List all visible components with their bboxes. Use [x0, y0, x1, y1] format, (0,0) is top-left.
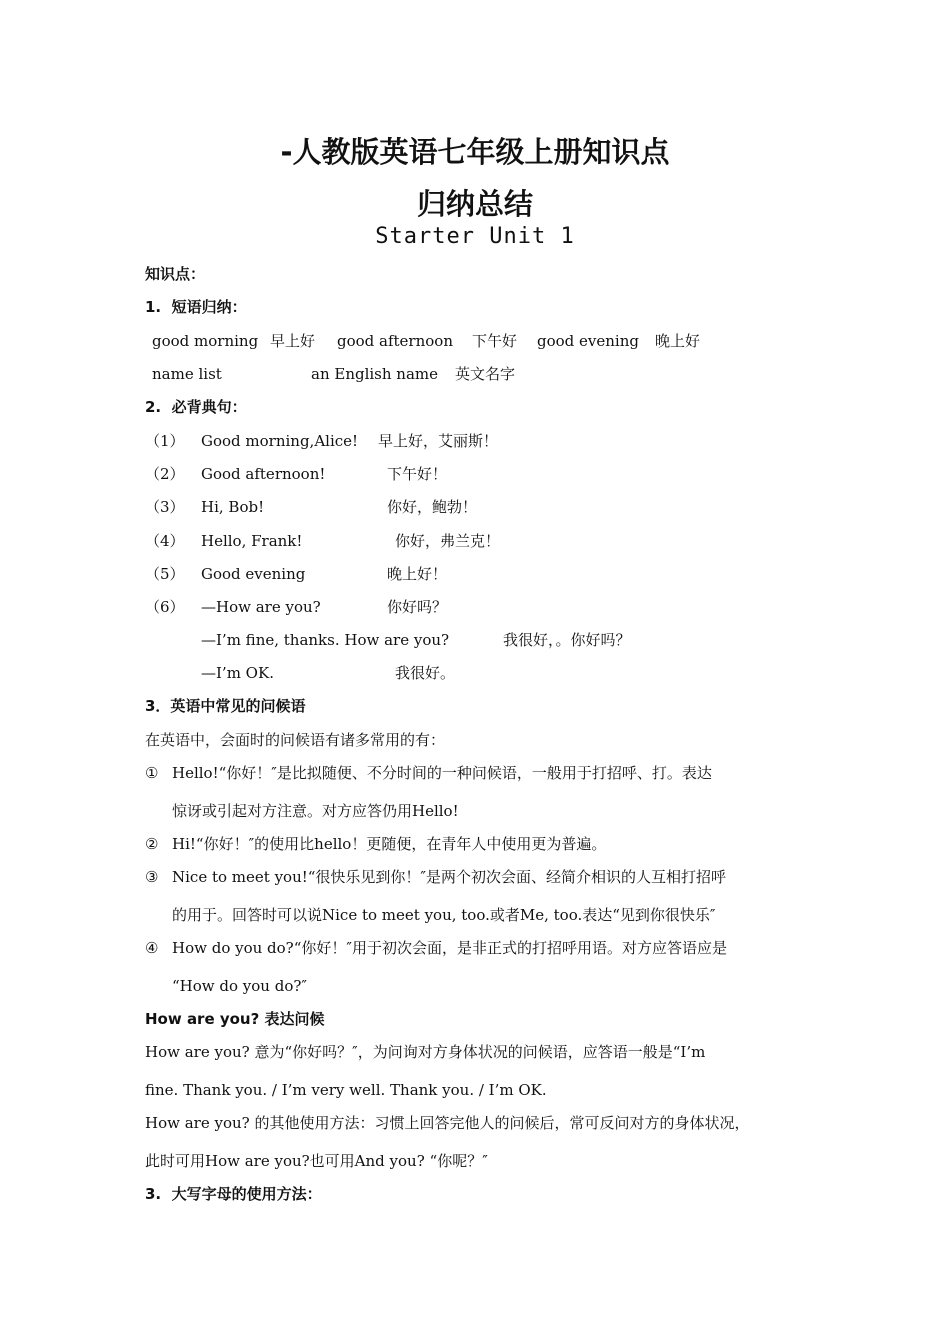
- point-text-cont: 惊讶或引起对方注意。对方应答仍用Hello!: [172, 802, 459, 820]
- section3-heading: 3．英语中常见的问候语: [145, 697, 306, 715]
- point-text-cont: 的用于。回答时可以说Nice to meet you, too.或者Me, too.表达“见到你很快乐″: [172, 906, 716, 924]
- sentence-zh: 你好，鲍勃！: [387, 498, 478, 516]
- sentence-en: Good morning,Alice!: [201, 432, 359, 450]
- point-text: Hi!“你好！″的使用比hello！更随便，在青年人中使用更为普遍。: [172, 835, 607, 853]
- section4-heading: 3. 大写字母的使用方法：: [145, 1185, 322, 1203]
- sentence-number: （3）: [145, 498, 185, 516]
- point-text: How do you do?“你好！″用于初次会面，是非正式的打招呼用语。对方应答语应是: [172, 939, 728, 957]
- phrase-zh: 下午好: [472, 332, 518, 350]
- point-text-cont: “How do you do?″: [172, 977, 307, 995]
- point-marker: ③: [145, 868, 159, 886]
- section2-heading: 2. 必背典句：: [145, 398, 247, 416]
- point-marker: ②: [145, 835, 159, 853]
- section3-intro: 在英语中，会面时的问候语有诸多常用的有：: [145, 731, 446, 749]
- howareyou-paragraph: How are you? 意为“你好吗？″，为问询对方身体状况的问候语，应答语一般是“I’m: [145, 1043, 706, 1061]
- phrase-en: an English name: [311, 365, 439, 383]
- phrase-zh: 晚上好: [655, 332, 701, 350]
- phrase-zh: 早上好: [270, 332, 316, 350]
- howareyou-paragraph-cont: 此时可用How are you?也可用And you? “你呢？″: [145, 1152, 488, 1170]
- dialog-en: —I’m OK.: [201, 664, 274, 682]
- sentence-zh: 晚上好！: [387, 565, 448, 583]
- sentence-en: Hi, Bob!: [201, 498, 265, 516]
- howareyou-paragraph: How are you? 的其他使用方法：习惯上回答完他人的问候后，常可反问对方的身体状况，: [145, 1114, 750, 1132]
- sentence-en: Hello, Frank!: [201, 532, 303, 550]
- knowledge-label: 知识点：: [145, 265, 206, 283]
- point-text: Hello!“你好！″是比拟随便、不分时间的一种问候语，一般用于打招呼、打。表达: [172, 764, 712, 782]
- sentence-number: （1）: [145, 432, 185, 450]
- doc-title-line1: -人教版英语七年级上册知识点: [280, 135, 670, 169]
- phrase-en: good afternoon: [337, 332, 453, 350]
- phrase-en: good morning: [152, 332, 259, 350]
- sentence-number: （4）: [145, 532, 185, 550]
- sentence-zh: 你好吗？: [387, 598, 448, 616]
- phrase-en: name list: [152, 365, 222, 383]
- phrase-en: good evening: [537, 332, 639, 350]
- howareyou-paragraph-cont: fine. Thank you. / I’m very well. Thank you. / I’m OK.: [145, 1081, 547, 1099]
- phrase-zh: 英文名字: [455, 365, 516, 383]
- sentence-zh: 早上好，艾丽斯！: [378, 432, 499, 450]
- doc-title-line2: 归纳总结: [416, 187, 533, 221]
- sentence-zh: 下午好！: [387, 465, 448, 483]
- sentence-en: Good afternoon!: [201, 465, 326, 483]
- howareyou-heading: How are you? 表达问候: [145, 1010, 325, 1028]
- dialog-en: —I’m fine, thanks. How are you?: [201, 631, 450, 649]
- sentence-number: （2）: [145, 465, 185, 483]
- section1-heading: 1. 短语归纳：: [145, 298, 247, 316]
- doc-title-line3: Starter Unit 1: [375, 224, 575, 249]
- point-text: Nice to meet you!“很快乐见到你！″是两个初次会面、经简介相识的人互相打招呼: [172, 868, 727, 886]
- point-marker: ④: [145, 939, 159, 957]
- dialog-zh: 我很好，。你好吗？: [503, 631, 631, 649]
- point-marker: ①: [145, 764, 159, 782]
- sentence-number: （6）: [145, 598, 185, 616]
- sentence-zh: 你好，弗兰克！: [395, 532, 501, 550]
- sentence-en: —How are you?: [201, 598, 321, 616]
- dialog-zh: 我很好。: [395, 664, 456, 682]
- sentence-number: （5）: [145, 565, 185, 583]
- sentence-en: Good evening: [201, 565, 306, 583]
